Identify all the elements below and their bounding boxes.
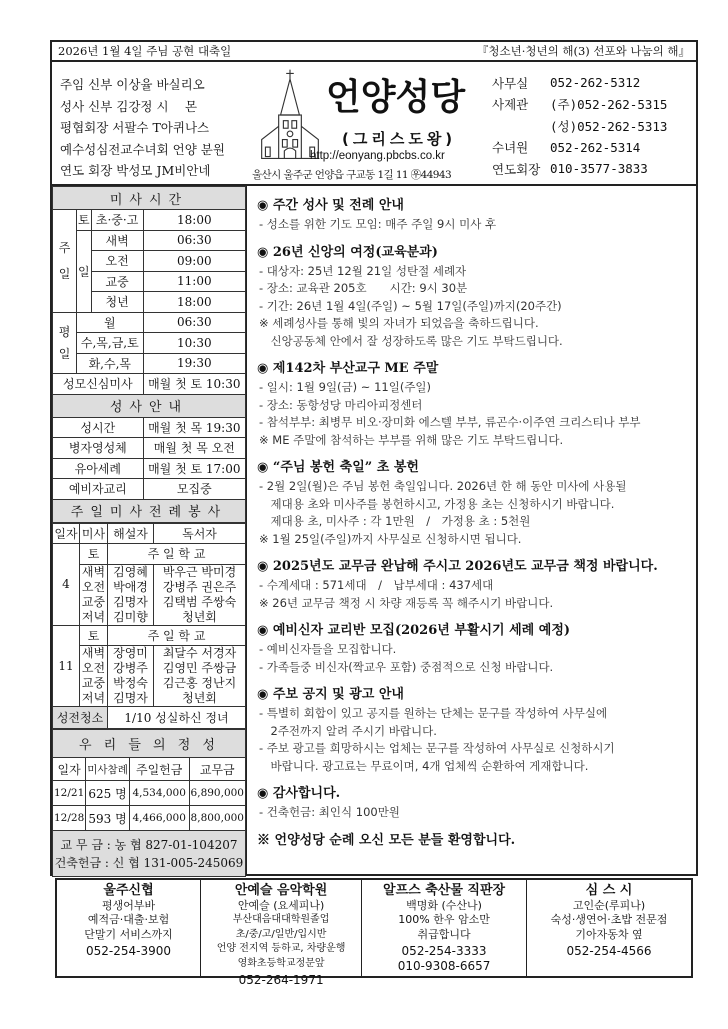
service-day: 11 (53, 625, 80, 707)
notices (257, 196, 697, 860)
notice-section (257, 359, 697, 449)
cleaning-value: 1/10 성실하신 정녀 (108, 707, 246, 729)
ad-line: 영화초등학교정문앞 (237, 957, 325, 969)
main-body (50, 186, 698, 876)
ad-line: 기아자동차 옆 (575, 927, 643, 941)
notice-line: - 성소를 위한 기도 모임: 매주 주일 9시 미사 후 (259, 217, 497, 231)
notice-title: ◉ 제142차 부산교구 ME 주말 (257, 361, 439, 376)
sacrament-kind: 예비자교리 (53, 479, 144, 500)
notice-section (257, 784, 697, 822)
label-sun: 일 (77, 230, 92, 312)
sacrament-time: 매월 첫 목 오전 (143, 438, 245, 459)
notice-section (257, 243, 697, 351)
notice-line: ※ 26년 교무금 책정 시 차량 재등록 꼭 해주시기 바랍니다. (259, 595, 554, 610)
notice-title: ◉ 26년 신앙의 여정(교육분과) (257, 244, 438, 260)
mass-time: 19:30 (143, 353, 245, 374)
ad-line: 고인순(루피나) (572, 898, 646, 912)
contact-item (492, 115, 667, 137)
ad-phone: 052-254-3333 010-9308-6657 (397, 944, 491, 973)
label-weekday: 평일 (53, 312, 77, 374)
col-header: 독서자 (154, 523, 246, 544)
contact-phone: (성)052-262-5313 (550, 118, 668, 134)
attendance: 593 명 (86, 806, 130, 831)
notice-title: ◉ 주보 공지 및 광고 안내 (257, 687, 404, 702)
liturgy-table (52, 523, 246, 730)
ad-line: 단말기 서비스까지 (84, 927, 173, 941)
mass-kind: 청년 (91, 292, 143, 313)
contact-item (492, 72, 667, 94)
contact-phone: 010-3577-3833 (550, 161, 648, 177)
contact-phone: 052-262-5312 (550, 75, 641, 91)
staff-council: 평협회장 서팔수 T아퀴나스 (60, 120, 210, 135)
service-day: 4 (53, 544, 80, 626)
sunday-collection: 4,466,000 (129, 806, 189, 831)
sunday-school: 주 일 학 교 (108, 625, 246, 646)
notice-line: ※ 세례성사를 통해 빛의 자녀가 되었음을 축하드립니다. (259, 316, 539, 330)
mass-kind: 월 (77, 312, 144, 333)
website-link[interactable]: http://eonyang.pbcbs.co.kr (310, 150, 445, 162)
mass-schedule-table (52, 186, 246, 523)
mass-kind: 초·중·고 (91, 210, 143, 231)
account-dues: 교 무 금 : 농 협 827-01-104207 (60, 837, 238, 852)
contact-item (492, 158, 667, 180)
sacrament-kind: 유아세례 (53, 458, 144, 479)
notice-title: ※ 언양성당 순례 오신 모든 분들 환영합니다. (257, 832, 516, 848)
ad-line: 취급합니다 (417, 927, 471, 941)
contact-label: 사무실 (492, 75, 529, 91)
ad-phone: 052-254-4566 (566, 944, 652, 958)
ad-line: 백명화 (수산나) (406, 898, 482, 912)
sacrament-header: 성사안내 (53, 394, 246, 417)
parish-title: 언양성당 (326, 77, 466, 118)
staff-convent: 예수성심전교수녀회 언양 분원 (60, 141, 225, 157)
ad-line: 언양 전지역 등하교, 차량운행 (216, 943, 346, 954)
contact-label: 사제관 (492, 97, 529, 113)
ad-name: 심 스 시 (585, 883, 633, 898)
notice-section (257, 557, 697, 612)
staff-yeondo: 연도 회장 박성모 JM비안네 (60, 163, 211, 178)
account-building: 건축헌금 : 신 협 131-005-245069 (54, 855, 244, 870)
liturgy-header: 주일미사전례봉사 (53, 499, 246, 522)
mass-time: 06:30 (143, 230, 245, 251)
notice-line: - 가족들중 비신자(짝교우 포함) 중점적으로 신청 바랍니다. (259, 659, 554, 674)
notice-title: ◉ 예비신자 교리반 모집(2026년 부활시기 세례 예정) (257, 623, 571, 638)
header-bar (50, 40, 698, 62)
ad-line: 숙성·생연어·초밥 전문점 (550, 913, 668, 926)
notice-title: ◉ 주간 성사 및 전례 안내 (257, 198, 404, 213)
ads-bar (55, 878, 693, 987)
ad-line: 초/중/고/일반/입시반 (235, 928, 327, 940)
notice-section (257, 831, 697, 851)
notice-line: 제대용 초, 미사주 : 각 1만원 / 가정용 초 : 5천원 (259, 514, 531, 528)
sacrament-time: 매월 첫 토 17:00 (143, 458, 245, 479)
ad-line: 100% 한우 암소만 (398, 913, 490, 926)
attendance: 625 명 (86, 781, 130, 806)
notice-line: 제대용 초와 미사주를 봉헌하시고, 가정용 초는 신청하시기 바랍니다. (259, 496, 615, 511)
notice-line: 바랍니다. 광고료는 무료이며, 4개 업체씩 순환하여 게재합니다. (259, 758, 589, 773)
notice-line: 2주전까지 알려 주시기 바랍니다. (259, 723, 437, 738)
ad-box (527, 880, 691, 976)
parish-dues: 6,890,000 (189, 781, 245, 806)
address: 울산시 울주군 언양읍 구교동 1길 11 ㉾44943 (252, 169, 452, 181)
col-header: 주일헌금 (129, 758, 189, 781)
mass-time: 09:00 (143, 251, 245, 272)
ad-box (201, 880, 362, 987)
ad-line: 평생어부바 (101, 898, 156, 912)
mass-time: 11:00 (143, 271, 245, 292)
notice-line: - 특별히 회합이 있고 공지를 원하는 단체는 문구를 작성하여 사무실에 (259, 706, 608, 720)
notice-line: - 2월 2일(월)은 주님 봉헌 축일입니다. 2026년 한 해 동안 미사에 사용될 (259, 479, 627, 493)
ad-name: 알프스 축산물 직판장 (383, 883, 506, 898)
ad-box (57, 880, 201, 976)
mass-kind: 화,수,목 (77, 353, 144, 374)
sacrament-time: 모집중 (143, 479, 245, 500)
commentators: 김영혜 박애경 김명자 김미향 (108, 564, 154, 625)
contact-item (492, 137, 667, 159)
offering-table (52, 729, 246, 877)
notice-title: ◉ 감사합니다. (257, 786, 341, 801)
notice-line: ※ ME 주말에 참석하는 부부를 위해 많은 기도 부탁드립니다. (259, 432, 564, 447)
mass-time: 10:30 (143, 333, 245, 354)
mass-time: 06:30 (143, 312, 245, 333)
col-header: 미사 (80, 523, 108, 544)
ad-line: 예적금·대출·보험 (87, 913, 170, 926)
notice-line: ※ 1월 25일(주일)까지 사무실로 신청하시면 됩니다. (259, 531, 522, 546)
mass-kind: 교중 (91, 271, 143, 292)
contact-label: 연도회장 (492, 161, 541, 177)
staff-pastor: 주임 신부 이상율 바실리오 (60, 77, 205, 92)
readers: 박우근 박미경 강병주 권은주 김택범 주쌍숙 청년회 (154, 564, 246, 625)
mass-list: 새벽 오전 교중 저녁 (80, 564, 108, 625)
notice-section (257, 458, 697, 548)
notice-line: - 대상자: 25년 12월 21일 성탄절 세례자 (259, 263, 467, 278)
notice-title: ◉ “주님 봉헌 축일” 초 봉헌 (257, 460, 419, 475)
label-sat: 토 (80, 625, 108, 646)
col-header: 교무금 (189, 758, 245, 781)
staff-assistant: 성사 신부 김강정 시 몬 (60, 98, 198, 114)
parish-subtitle: (그리스도왕) (342, 130, 457, 148)
notice-line: - 일시: 1월 9일(금) ~ 11일(주일) (259, 380, 432, 394)
offering-header: 우 리 들 의 정 성 (53, 730, 246, 758)
mass-kind: 오전 (91, 251, 143, 272)
sacrament-kind: 병자영성체 (53, 438, 144, 459)
mass-kind: 새벽 (91, 230, 143, 251)
notice-line: - 장소: 동항성당 마리아피정센터 (259, 397, 423, 412)
bulletin-date: 2026년 1월 4일 주님 공현 대축일 (58, 44, 232, 58)
ad-name: 안예슬 음악학원 (234, 883, 328, 898)
ad-box (362, 880, 527, 976)
notice-line: - 장소: 교육관 205호 시간: 9시 30분 (259, 281, 468, 295)
left-column (52, 186, 247, 874)
sunday-school: 주 일 학 교 (108, 544, 246, 565)
ad-name: 울주신협 (103, 883, 154, 898)
col-header: 미사참례 (86, 758, 130, 781)
mass-list: 새벽 오전 교중 저녁 (80, 646, 108, 707)
parish-dues: 8,800,000 (189, 806, 245, 831)
cleaning-label: 성전청소 (53, 707, 108, 729)
ad-phone: 052-254-3900 (86, 944, 172, 958)
offering-date: 12/21 (53, 781, 86, 806)
masthead (50, 62, 698, 186)
contact-phone: 052-262-5314 (550, 139, 641, 155)
notice-line: - 수계세대 : 571세대 / 납부세대 : 437세대 (259, 578, 494, 592)
mass-header: 미사시간 (53, 187, 246, 210)
notice-line: - 주보 광고를 희망하시는 업체는 문구를 작성하여 사무실로 신청하시기 (259, 741, 615, 755)
notice-section (257, 196, 697, 234)
year-motto: 『청소년·청년의 해(3) 선포와 나눔의 해』 (476, 44, 690, 58)
col-header: 해설자 (108, 523, 154, 544)
ad-line: 부산대음대대학원졸업 (232, 914, 330, 925)
sacrament-kind: 성시간 (53, 417, 144, 438)
label-sat: 토 (80, 544, 108, 565)
readers: 최달수 서경자 김영민 주쌍금 김근홍 정난지 청년회 (154, 646, 246, 707)
notice-title: ◉ 2025년도 교무금 완납해 주시고 2026년도 교무금 책정 바랍니다. (257, 559, 658, 574)
col-header: 일자 (53, 758, 86, 781)
mass-kind: 성모신심미사 (53, 374, 144, 395)
staff-list (60, 74, 225, 182)
notice-line: - 기간: 26년 1월 4일(주일) ~ 5월 17일(주일)까지(20주간) (259, 298, 562, 313)
ad-line: 안예슬 (요세피나) (237, 898, 325, 912)
bank-accounts (53, 831, 246, 877)
mass-kind: 수,목,금,토 (77, 333, 144, 354)
commentators: 장영미 강병주 박정숙 김명자 (108, 646, 154, 707)
label-sat: 토 (77, 210, 92, 231)
notice-section (257, 621, 697, 676)
notice-line: - 건축헌금: 최인식 100만원 (259, 805, 400, 819)
offering-date: 12/28 (53, 806, 86, 831)
notice-line: - 예비신자들을 모집합니다. (259, 642, 397, 656)
sacrament-time: 매월 첫 목 19:30 (143, 417, 245, 438)
mass-time: 매월 첫 토 10:30 (143, 374, 245, 395)
mass-time: 18:00 (143, 292, 245, 313)
mass-time: 18:00 (143, 210, 245, 231)
notice-line: 신앙공동체 안에서 잘 성장하도록 많은 기도 부탁드립니다. (259, 333, 563, 348)
notice-line: - 참석부부: 최병무 비오·장미화 에스텔 부부, 류곤수·이주연 크리스티나 부부 (259, 415, 641, 429)
ad-phone: 052-264-1971 (238, 973, 324, 987)
col-header: 일자 (53, 523, 80, 544)
contact-list (492, 72, 667, 180)
contact-label: 수녀원 (492, 140, 529, 156)
contact-item (492, 94, 667, 116)
notice-section (257, 685, 697, 775)
contact-phone: (주)052-262-5315 (550, 97, 668, 113)
sunday-collection: 4,534,000 (129, 781, 189, 806)
label-sunday: 주일 (53, 210, 77, 313)
